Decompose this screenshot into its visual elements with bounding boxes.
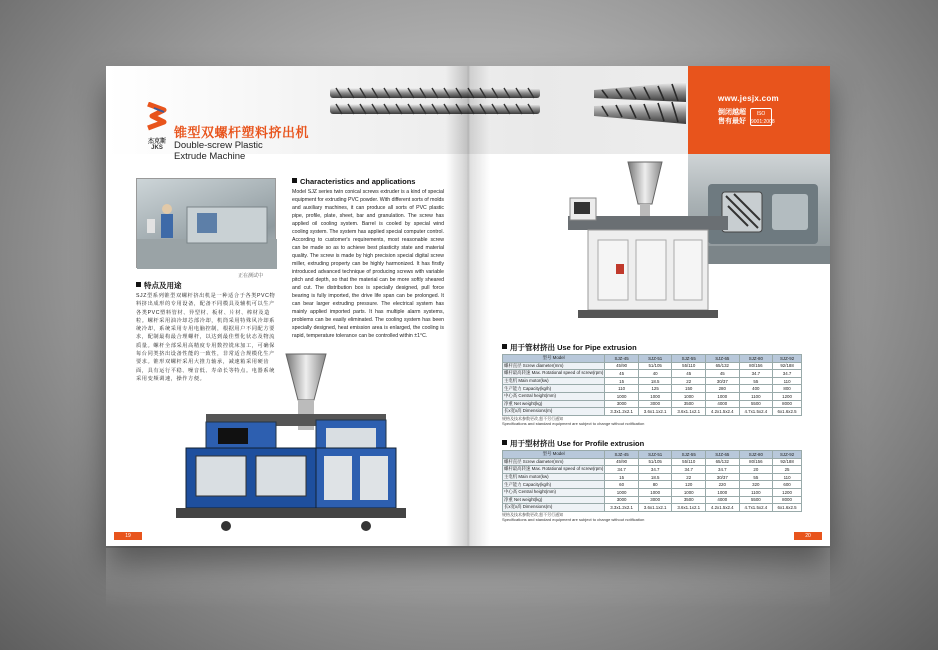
table-cell: 6x1.6x2.5	[773, 408, 802, 416]
table-row	[503, 392, 802, 400]
table-cell: 1000	[605, 392, 639, 400]
table-header-cell: SJZ-65	[706, 355, 740, 363]
table-cell: 51/105	[638, 362, 672, 370]
table-cell: 92/188	[773, 362, 802, 370]
table-cell: 22	[672, 473, 706, 481]
table-cell: 8000	[773, 400, 802, 408]
table-cell: 40	[638, 370, 672, 378]
table-cell: 8000	[773, 496, 802, 504]
twin-screw-image	[326, 80, 686, 126]
row-label: 净重 Net weight(kg)	[503, 496, 605, 504]
table-cell: 4.2x1.5x2.4	[706, 504, 740, 512]
features-text-cn: SJZ型系列锥型双螺杆挤出机是一种适合于各类PVC物料挤出成形的专用设备，配备不同模具及辅机可以生产各类PVC塑料管材、异型材、板材、片材、棒材及造粒。螺杆采用油冷却芯部冷却，机筒采用特殊风冷却系统冷却，系统采用专用电脑控制，根据用户不同配方要求，配制最构最合理螺杆，以达到最佳塑化状态及物流质量。螺杆全部采用高精度专用数控铣床加工，可确保每台同类挤出设备性能的一致性，非常适合规模化生产要求。锥形双螺杆采用大推力轴承，减速箱采用硬齿面，具有运行平稳、噪音低、寿命长等特点。电器系统采用变频调速，操作方便。	[136, 293, 276, 382]
features-heading	[136, 280, 182, 291]
website-url[interactable]: www.jesjx.com	[718, 94, 779, 103]
table-cell: 25	[773, 466, 802, 474]
table-cell: 800	[773, 385, 802, 393]
table-row	[503, 400, 802, 408]
table-cell: 65/132	[706, 362, 740, 370]
table-row	[503, 370, 802, 378]
row-label: 生产能力 Capacity(kg/h)	[503, 385, 605, 393]
table-header-cell: SJZ-51	[638, 451, 672, 459]
pipe-note-en: Specifications and standard equipment are subject to change without notification	[502, 421, 645, 426]
slogan-line1: 倒闭越超	[718, 109, 746, 116]
page-number-right: 20	[794, 532, 822, 540]
table-cell: 1000	[605, 488, 639, 496]
table-cell: 55/110	[672, 362, 706, 370]
pipe-table-title: 用于管材挤出 Use for Pipe extrusion	[510, 343, 637, 352]
characteristics-text: Model SJZ series twin conical screws extruder is a kind of special equipment for extruding PVC powder. With different sorts of molds and auxiliary machines, it can produce all sorts of PVC plastic pipe, profile, plate, sheet, bar and granulation. The screw has applied oil cooling system. Barrel is cooled by special wind cooling system. The system has applied special computer control. According to customer's requirements, most reasonable screw can be made so as to achieve best plasticity state and material quality. The screw is made by high precision special digital screw miller, extruding property can be highly harmonized. It has firstly introduced advanced technique of producing screws with variable pitch and depth, so that the material can be more softly sheared and cut. The distribution box is specially designed, pull force bearing is fully imported, the drive life span can be prolonged. It can bear larger extruding pressure. The electrical system has mainly applied imported parts. It has multiple alarm systems, problems can be easily eliminated. The cooling system has been specially designed, heat emission area is enlarged, the cooling is rapid, temperature tolerance can be controlled within ±1°C.	[292, 189, 444, 339]
pipe-spec-table	[502, 354, 802, 416]
row-label: 中心高 Central height(mm)	[503, 392, 605, 400]
characteristics-heading	[292, 177, 415, 186]
table-row	[503, 466, 802, 474]
table-cell: 600	[773, 481, 802, 489]
table-row	[503, 488, 802, 496]
table-cell: 110	[773, 473, 802, 481]
bullet-square-icon	[502, 440, 507, 445]
table-header-cell: SJZ-45	[605, 451, 639, 459]
table-row	[503, 362, 802, 370]
table-header-cell: SJZ-65	[706, 451, 740, 459]
table-cell: 15	[605, 473, 639, 481]
table-cell: 80/156	[739, 362, 773, 370]
row-label: 长x宽x高 Dimensions(m)	[503, 504, 605, 512]
table-cell: 4000	[706, 400, 740, 408]
table-row	[503, 496, 802, 504]
table-cell: 34.7	[739, 370, 773, 378]
table-cell: 80	[638, 481, 672, 489]
table-header-row	[503, 355, 802, 363]
table-header-cell: 型号 Model	[503, 355, 605, 363]
row-label: 生产能力 Capacity(kg/h)	[503, 481, 605, 489]
table-cell: 3000	[605, 400, 639, 408]
table-header-cell: SJZ-92	[773, 355, 802, 363]
table-cell: 5500	[739, 400, 773, 408]
table-cell: 20	[739, 466, 773, 474]
row-label: 中心高 Central height(mm)	[503, 488, 605, 496]
table-cell: 6x1.6x2.5	[773, 504, 802, 512]
logo-name: 杰克斯	[147, 139, 166, 145]
logo-text	[140, 136, 174, 151]
table-cell: 110	[773, 377, 802, 385]
table-cell: 3000	[638, 400, 672, 408]
row-label: 主电机 Main motor(kw)	[503, 473, 605, 481]
title-en-line2: Extrude Machine	[174, 151, 246, 162]
row-label: 净重 Net weight(kg)	[503, 400, 605, 408]
worker-photo-icon	[137, 179, 277, 269]
table-cell: 120	[672, 481, 706, 489]
table-cell: 150	[672, 385, 706, 393]
table-cell: 1100	[739, 488, 773, 496]
table-cell: 22	[672, 377, 706, 385]
table-cell: 3000	[638, 496, 672, 504]
title-en-line1: Double-screw Plastic	[174, 140, 263, 151]
bullet-square-icon	[292, 178, 297, 183]
characteristics-title: Characteristics and applications	[300, 177, 416, 186]
table-cell: 1000	[672, 392, 706, 400]
bullet-square-icon	[502, 344, 507, 349]
profile-note-en: Specifications and standard equipment are subject to change without notification	[502, 517, 645, 522]
row-label: 螺杆最高转速 Max. Rotational speed of screw(rpm)	[504, 466, 604, 472]
table-cell: 30/37	[706, 473, 740, 481]
table-cell: 3000	[605, 496, 639, 504]
extruder-machine-large-icon	[166, 352, 426, 532]
pipe-table-heading	[502, 342, 637, 353]
row-label: 主电机 Main motor(kw)	[503, 377, 605, 385]
table-header-cell: SJZ-92	[773, 451, 802, 459]
table-cell: 110	[605, 385, 639, 393]
table-cell: 4.2x1.5x2.4	[706, 408, 740, 416]
table-header-cell: SJZ-45	[605, 355, 639, 363]
table-cell: 34.7	[773, 370, 802, 378]
photo-caption: 正在测试中	[238, 273, 264, 279]
table-header-cell: SJZ-55	[672, 355, 706, 363]
table-cell: 1000	[672, 488, 706, 496]
table-cell: 3.6x1.1x2.1	[638, 408, 672, 416]
table-cell: 55/110	[672, 458, 706, 466]
table-cell: 60	[605, 481, 639, 489]
table-cell: 3.6x1.1x2.1	[638, 504, 672, 512]
logo-sub: JKS	[151, 145, 163, 151]
table-cell: 1000	[706, 488, 740, 496]
table-cell: 45	[672, 370, 706, 378]
page-number-left: 19	[114, 532, 142, 540]
table-cell: 30/37	[706, 377, 740, 385]
table-cell: 18.5	[638, 473, 672, 481]
table-cell: 55	[739, 377, 773, 385]
table-row	[503, 377, 802, 385]
row-label: 螺杆直径 Screw diameter(mm)	[503, 458, 605, 466]
table-cell: 1000	[638, 488, 672, 496]
table-cell: 1000	[706, 392, 740, 400]
features-title: 特点及用途	[144, 281, 182, 290]
table-header-cell: SJZ-51	[638, 355, 672, 363]
table-header-cell: SJZ-80	[739, 451, 773, 459]
pipe-note-cn: 规格及技术参数更改,恕不另行通知	[502, 416, 564, 421]
table-cell: 3.6x1.1x2.1	[672, 504, 706, 512]
profile-table-note	[502, 512, 644, 522]
table-cell: 4.7x1.5x2.4	[739, 504, 773, 512]
pipe-table-note	[502, 416, 644, 426]
table-cell: 320	[739, 481, 773, 489]
table-cell: 45	[706, 370, 740, 378]
slogan-line2: 售有最好	[718, 118, 746, 125]
profile-spec-table	[502, 450, 802, 512]
table-header-row	[503, 451, 802, 459]
page-title-cn: 锥型双螺杆塑料挤出机	[174, 125, 310, 140]
table-row	[503, 458, 802, 466]
table-cell: 45	[605, 370, 639, 378]
profile-table-title: 用于型材挤出 Use for Profile extrusion	[510, 439, 645, 448]
table-cell: 3500	[672, 496, 706, 504]
table-cell: 1200	[773, 392, 802, 400]
table-cell: 15	[605, 377, 639, 385]
profile-note-cn: 规格及技术参数更改,恕不另行通知	[502, 512, 564, 517]
row-label: 螺杆最高转速 Max. Rotational speed of screw(rpm)	[504, 370, 604, 376]
table-row	[503, 408, 802, 416]
row-label: 螺杆直径 Screw diameter(mm)	[503, 362, 605, 370]
table-cell: 65/132	[706, 458, 740, 466]
table-cell: 3.3x1.2x2.1	[605, 504, 639, 512]
company-logo-icon	[144, 102, 168, 134]
table-cell: 4000	[706, 496, 740, 504]
bullet-square-icon	[136, 282, 141, 287]
brochure-spread	[106, 66, 830, 546]
table-row	[503, 473, 802, 481]
table-cell: 1000	[638, 392, 672, 400]
page-title-en	[174, 140, 263, 162]
table-cell: 92/188	[773, 458, 802, 466]
table-cell: 55	[739, 473, 773, 481]
table-header-cell: SJZ-80	[739, 355, 773, 363]
table-row	[503, 481, 802, 489]
table-row	[503, 385, 802, 393]
floor-reflection	[106, 548, 830, 608]
table-header-cell: 型号 Model	[503, 451, 605, 459]
table-cell: 5500	[739, 496, 773, 504]
table-cell: 1100	[739, 392, 773, 400]
row-label: 长x宽x高 Dimensions(m)	[503, 408, 605, 416]
table-cell: 34.7	[672, 466, 706, 474]
profile-table-heading	[502, 438, 644, 449]
factory-testing-photo	[136, 178, 276, 268]
table-cell: 3500	[672, 400, 706, 408]
table-cell: 1200	[773, 488, 802, 496]
table-cell: 45/90	[605, 458, 639, 466]
table-cell: 3.6x1.1x2.1	[672, 408, 706, 416]
table-cell: 4.7x1.5x2.4	[739, 408, 773, 416]
table-cell: 34.7	[638, 466, 672, 474]
table-cell: 220	[706, 481, 740, 489]
iso-cert-badge: ISO 9001:2008	[750, 108, 772, 126]
table-cell: 125	[638, 385, 672, 393]
table-cell: 34.7	[605, 466, 639, 474]
table-cell: 18.5	[638, 377, 672, 385]
table-cell: 280	[706, 385, 740, 393]
table-cell: 45/90	[605, 362, 639, 370]
table-header-cell: SJZ-55	[672, 451, 706, 459]
table-cell: 80/156	[739, 458, 773, 466]
table-cell: 3.3x1.2x2.1	[605, 408, 639, 416]
slogan	[718, 108, 746, 126]
extruder-machine-icon	[558, 158, 738, 334]
table-cell: 400	[739, 385, 773, 393]
table-cell: 34.7	[706, 466, 740, 474]
table-cell: 51/105	[638, 458, 672, 466]
table-row	[503, 504, 802, 512]
